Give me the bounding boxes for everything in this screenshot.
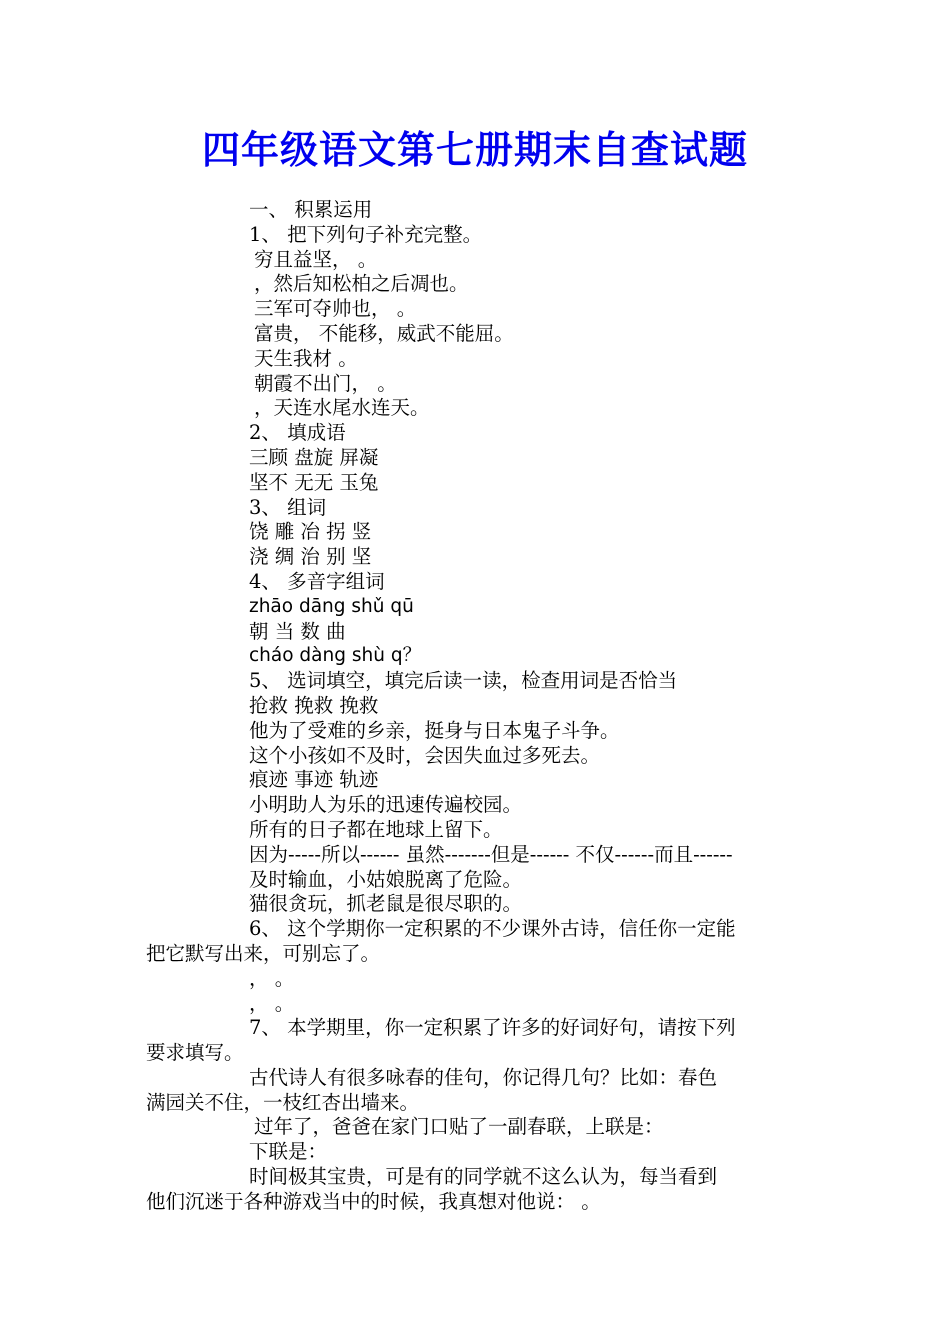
sentence-line: ，天连水尾水连天。 xyxy=(254,396,430,420)
sentence-line: ，然后知松柏之后凋也。 xyxy=(254,272,469,296)
character-line: 朝 当 数 曲 xyxy=(249,619,346,643)
sentence-line: 及时输血，小姑娘脱离了危险。 xyxy=(249,867,523,891)
question-7 xyxy=(146,1016,808,1066)
idiom-line: 坚不 无无 玉兔 xyxy=(249,470,379,494)
blank-line: ， 。 xyxy=(249,966,295,990)
sentence-line: 朝霞不出门， 。 xyxy=(254,371,397,395)
sentence-line: 他为了受难的乡亲，挺身与日本鬼子斗争。 xyxy=(249,718,620,742)
sentence-line: 天生我材 。 xyxy=(254,346,358,370)
time-prompt-line-2: 他们沉迷于各种游戏当中的时候，我真想对他说： 。 xyxy=(146,1189,601,1213)
word-choice-line: 抢救 挽救 挽救 xyxy=(249,693,379,717)
spring-poem-prompt xyxy=(146,1066,808,1116)
time-prompt xyxy=(146,1165,808,1215)
pinyin-line: zhāo dāng shǔ qū xyxy=(249,595,414,617)
question-5: 5、 选词填空，填完后读一读，检查用词是否恰当 xyxy=(249,669,678,693)
idiom-line: 三顾 盘旋 屏凝 xyxy=(249,445,379,469)
word-line: 饶 雕 冶 拐 竖 xyxy=(249,520,372,544)
couplet-prompt: 过年了，爸爸在家门口贴了一副春联，上联是： xyxy=(254,1115,664,1139)
question-6-line-2: 把它默写出来，可别忘了。 xyxy=(146,941,381,965)
time-prompt-line-1: 时间极其宝贵，可是有的同学就不这么认为，每当看到 xyxy=(249,1165,718,1189)
sentence-line: 小明助人为乐的迅速传遍校园。 xyxy=(249,793,523,817)
word-choice-line: 痕迹 事迹 轨迹 xyxy=(249,768,379,792)
question-7-line-2: 要求填写。 xyxy=(146,1041,244,1065)
blank-line: ， 。 xyxy=(249,991,295,1015)
question-1: 1、 把下列句子补充完整。 xyxy=(249,222,483,246)
question-3: 3、 组词 xyxy=(249,495,327,519)
couplet-second-line: 下联是： xyxy=(249,1140,328,1164)
section-heading: 一、 积累运用 xyxy=(249,198,373,221)
spring-poem-line-1: 古代诗人有很多咏春的佳句，你记得几句？比如：春色 xyxy=(249,1065,718,1089)
conjunction-line: 因为-----所以------ 虽然-------但是------ 不仅------而且------ xyxy=(249,842,733,866)
sentence-line: 三军可夺帅也， 。 xyxy=(254,297,417,321)
question-4: 4、 多音字组词 xyxy=(249,569,385,593)
document-title: 四年级语文第七册期末自查试题 xyxy=(201,128,748,172)
sentence-line: 所有的日子都在地球上留下。 xyxy=(249,817,503,841)
sentence-line: 猫很贪玩，抓老鼠是很尽职的。 xyxy=(249,892,523,916)
question-2: 2、 填成语 xyxy=(249,421,346,445)
pinyin-line: cháo dàng shù q？ xyxy=(249,645,422,667)
spring-poem-line-2: 满园关不住，一枝红杏出墙来。 xyxy=(146,1090,420,1114)
sentence-line: 富贵， 不能移，威武不能屈。 xyxy=(254,321,514,345)
document-body xyxy=(146,198,808,1215)
question-6-line-1: 6、 这个学期你一定积累的不少课外古诗，信任你一定能 xyxy=(249,917,736,941)
word-line: 浇 绸 治 别 坚 xyxy=(249,545,372,569)
question-6 xyxy=(146,917,808,967)
sentence-line: 穷且益坚， 。 xyxy=(254,247,378,271)
sentence-line: 这个小孩如不及时，会因失血过多死去。 xyxy=(249,743,601,767)
question-7-line-1: 7、 本学期里，你一定积累了许多的好词好句，请按下列 xyxy=(249,1016,736,1040)
